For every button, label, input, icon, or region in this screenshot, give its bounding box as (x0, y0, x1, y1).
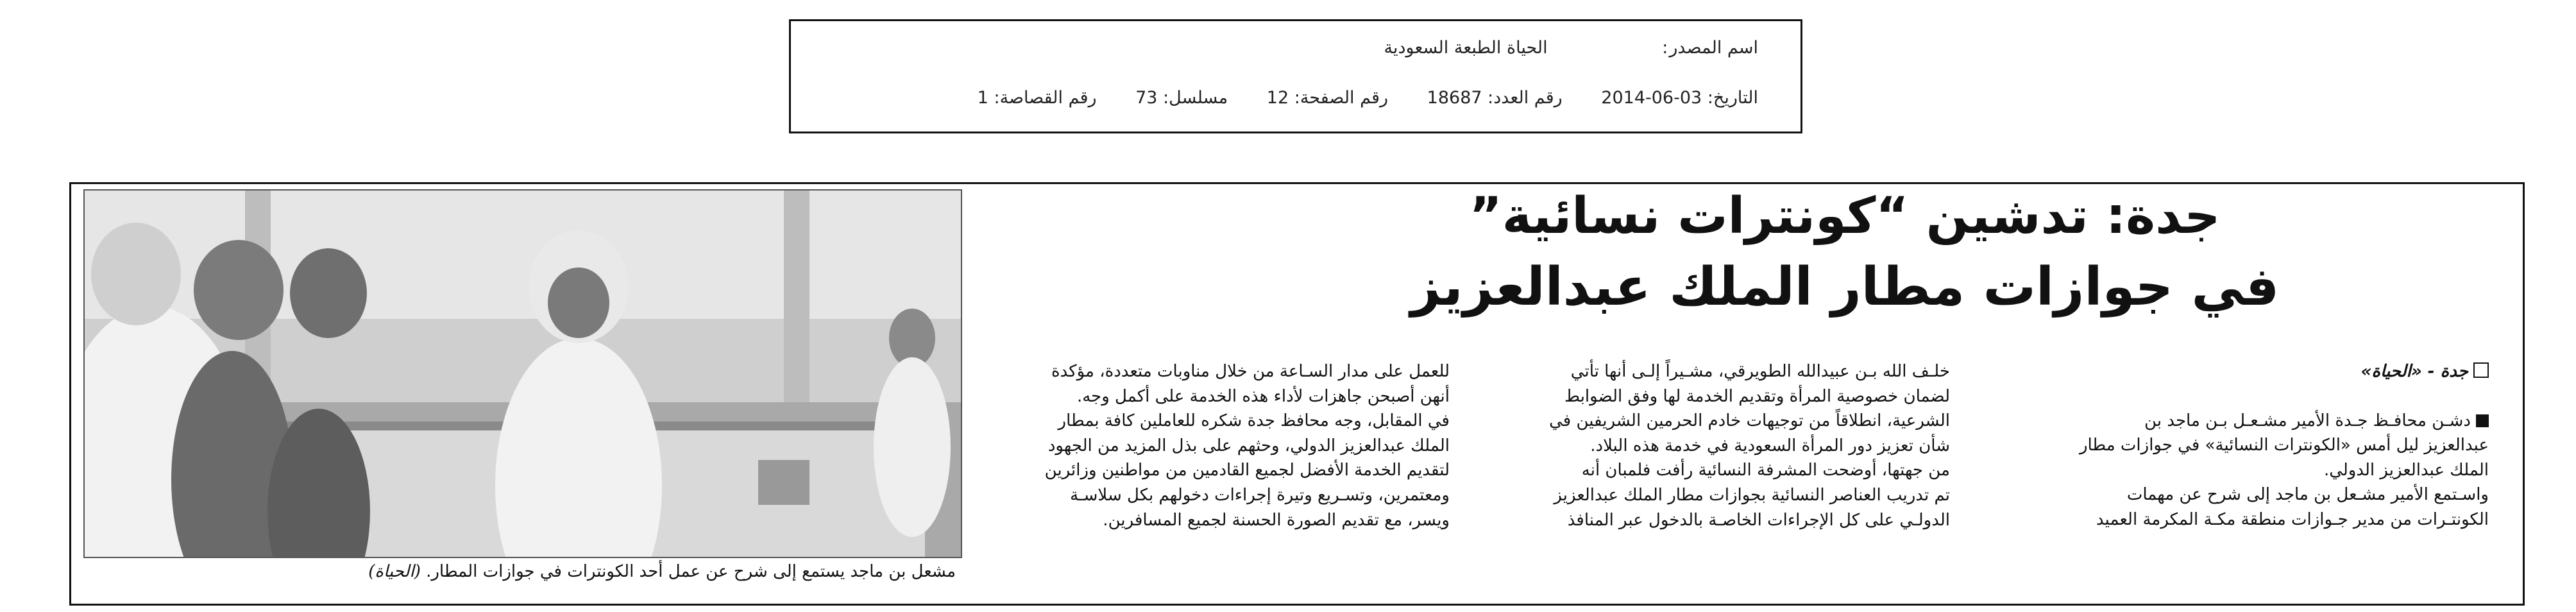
page-value: 12 (1266, 88, 1289, 108)
col2-line: لضمان خصوصية المرأة وتقديم الخدمة لها وفق الضوابط (1564, 386, 1950, 406)
photo-illustration (85, 191, 962, 558)
col2-line: الشرعية، انطلاقاً من توجيهات خادم الحرمين الشريفين في (1549, 411, 1950, 431)
article-photo (83, 189, 962, 558)
clipping-metadata-box (789, 19, 1802, 133)
col2-line: من جهتها، أوضحت المشرفة النسائية رأفت فلمبان أنه (1581, 461, 1950, 480)
headline-line-2: في جوازات مطار الملك عبدالعزيز (1410, 257, 2280, 318)
col2-line: الدولـي على كل الإجراءات الخاصـة بالدخول عبر المنافذ (1567, 510, 1950, 530)
col2-line: خلـف الله بـن عبيدالله الطويرقي، مشـيراً إلـى أنها تأتي (1570, 362, 1950, 381)
col3-line: ويسر، مع تقديم الصورة الحسنة لجميع المسافرين. (1103, 510, 1450, 530)
photo-caption (96, 562, 956, 581)
col3-line: للعمل على مدار السـاعة من خلال مناوبات متعددة، مؤكدة (1051, 362, 1450, 381)
col1-line: واسـتمع الأمير مشـعل بن ماجد إلى شرح عن مهمات (2126, 485, 2489, 505)
col3-line: لتقديم الخدمة الأفضل لجميع القادمين من مواطنين وزائرين (1044, 461, 1450, 480)
serial-label: مسلسل: (1163, 88, 1228, 108)
col2-line: شأن تعزيز دور المرأة السعودية في خدمة هذه البلاد. (1590, 436, 1950, 455)
col1-line: الكونتـرات من مدير جـوازات منطقة مكـة المكرمة العميد (2096, 509, 2489, 529)
clip-label: رقم القصاصة: (994, 88, 1097, 108)
square-outline-icon (2473, 362, 2489, 378)
square-bullet-icon (2476, 414, 2489, 427)
byline: جدة - «الحياة» (2021, 359, 2489, 384)
page-label: رقم الصفحة: (1294, 88, 1389, 108)
col2-line: تم تدريب العناصر النسائية بجوازات مطار الملك عبدالعزيز (1554, 485, 1950, 505)
details-row (978, 88, 1758, 108)
issue-label: رقم العدد: (1487, 88, 1563, 108)
issue-value: 18687 (1427, 88, 1482, 108)
article-column-1 (2021, 359, 2489, 532)
source-label: اسم المصدر (1669, 38, 1758, 58)
source-value: الحياة الطبعة السعودية (1384, 38, 1548, 58)
date-label: التاريخ: (1707, 88, 1758, 108)
col3-line: ومعتمرين، وتسـريع وتيرة إجراءات دخولهم بكل سلاسـة (1070, 485, 1450, 505)
caption-credit: (الحياة) (368, 562, 421, 581)
date-value: 2014-06-03 (1601, 88, 1702, 108)
caption-text: مشعل بن ماجد يستمع إلى شرح عن عمل أحد الكونترات في جوازات المطار. (426, 562, 956, 581)
source-row: اسم المصدر: الحياة الطبعة السعودية (1384, 38, 1758, 58)
serial-value: 73 (1135, 88, 1158, 108)
col1-line: عبدالعزيز ليل أمس «الكونترات النسائية» في جوازات مطار (2079, 436, 2489, 455)
clip-value: 1 (977, 88, 988, 108)
article-column-2 (1488, 359, 1950, 532)
col1-line: دشـن محافـظ جـدة الأمير مشـعـل بـن ماجد بن (2021, 409, 2489, 434)
col3-line: الملك عبدالعزيز الدولي، وحثهم على بذل المزيد من الجهود (1047, 436, 1450, 455)
article-column-3 (1001, 359, 1450, 532)
col3-line: في المقابل، وجه محافظ جدة شكره للعاملين كافة بمطار (1058, 411, 1450, 431)
headline-line-1: جدة: تدشين “كونترات نسائية” (1469, 187, 2221, 245)
col1-line: الملك عبدالعزيز الدولي. (2323, 460, 2489, 480)
col3-line: أنهن أصبحن جاهزات لأداء هذه الخدمة على أكمل وجه. (1076, 386, 1450, 406)
